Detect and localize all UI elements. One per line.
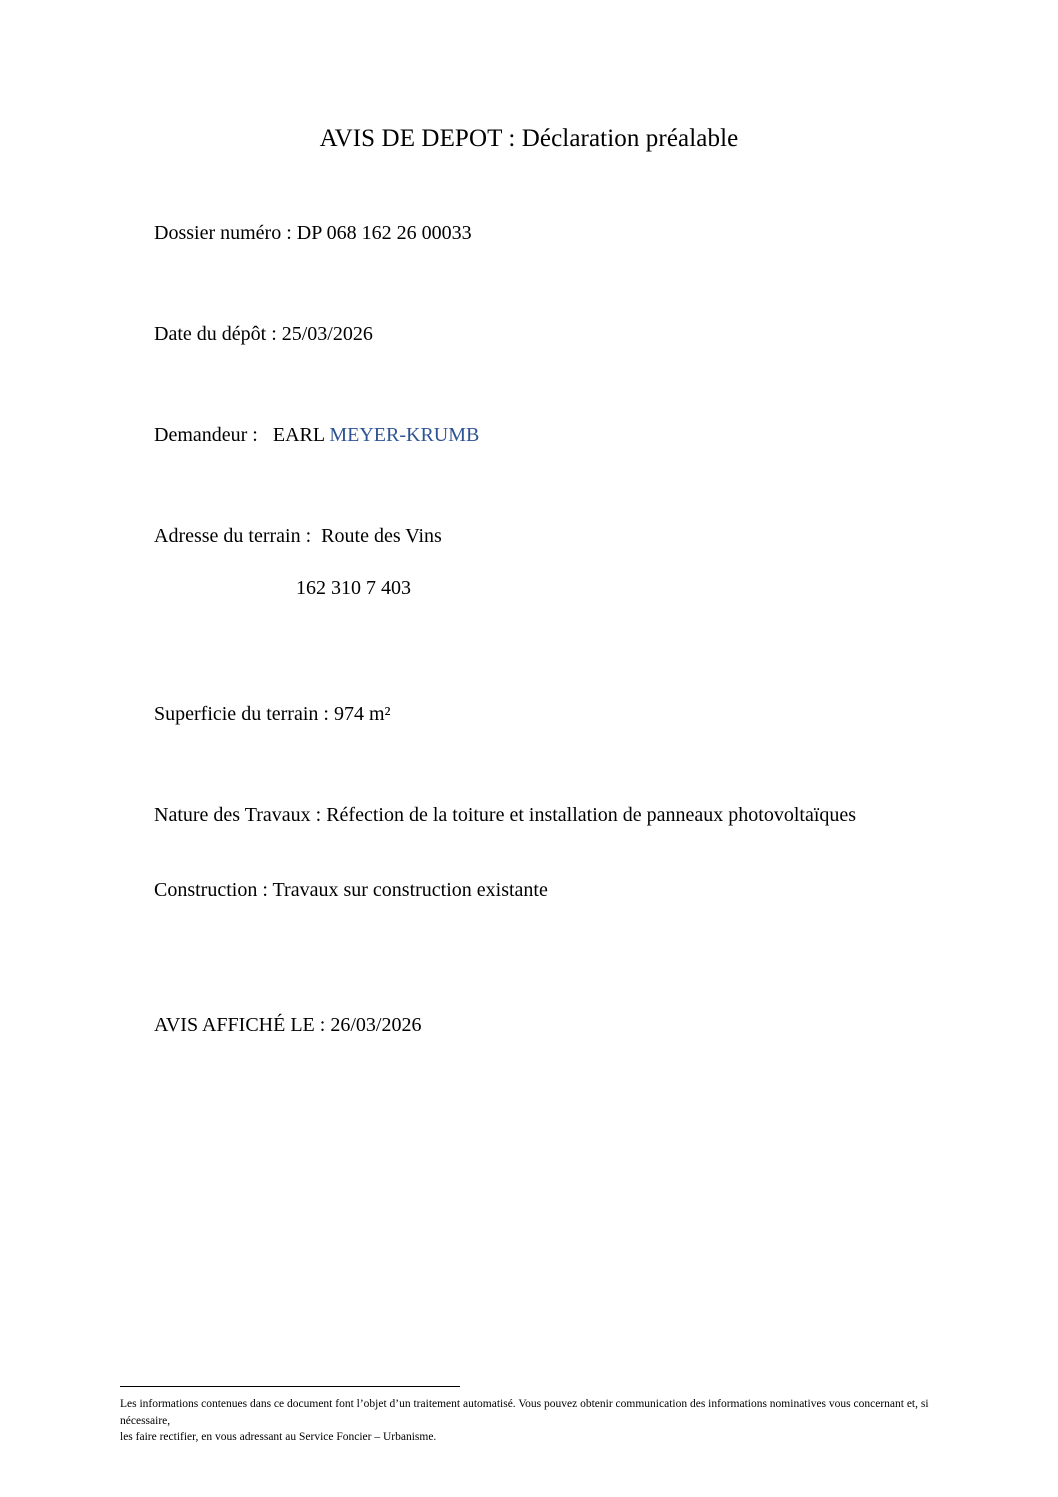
footer bbox=[120, 1386, 940, 1446]
date-depot-value: 25/03/2026 bbox=[281, 323, 373, 345]
footer-divider bbox=[120, 1386, 460, 1387]
construction-value: Travaux sur construction existante bbox=[272, 879, 548, 901]
field-dossier bbox=[124, 196, 944, 271]
adresse-value: Route des Vins bbox=[321, 525, 442, 547]
affichage-label: AVIS AFFICHÉ LE : bbox=[154, 1014, 331, 1036]
footer-line-2: les faire rectifier, en vous adressant au Service Foncier – Urbanisme. bbox=[120, 1431, 437, 1444]
field-adresse-terrain bbox=[124, 499, 944, 651]
dossier-value: DP 068 162 26 00033 bbox=[296, 222, 472, 244]
field-superficie bbox=[124, 677, 944, 752]
page-title: AVIS DE DEPOT : Déclaration préalable bbox=[319, 125, 739, 152]
dossier-label: Dossier numéro : bbox=[154, 222, 297, 244]
superficie-label: Superficie du terrain : bbox=[154, 703, 334, 725]
demandeur-prefix: EARL bbox=[272, 424, 330, 446]
field-nature-travaux bbox=[124, 778, 944, 853]
superficie-value: 974 m² bbox=[333, 703, 391, 725]
demandeur-label: Demandeur : bbox=[154, 424, 273, 446]
adresse-label: Adresse du terrain : bbox=[154, 525, 322, 547]
affichage-value: 26/03/2026 bbox=[330, 1014, 422, 1036]
field-demandeur bbox=[124, 398, 944, 473]
nature-value: Réfection de la toiture et installation de panneaux photovoltaïques bbox=[326, 804, 857, 826]
nature-label: Nature des Travaux : bbox=[154, 804, 327, 826]
construction-label: Construction : bbox=[154, 879, 273, 901]
date-depot-label: Date du dépôt : bbox=[154, 323, 282, 345]
field-avis-affiche bbox=[124, 988, 944, 1063]
field-construction bbox=[124, 853, 944, 928]
footer-line-1: Les informations contenues dans ce document font l’objet d’un traitement automatisé. Vous pouvez obtenir communication des informations nominatives vous concernant et, si nécessaire, bbox=[120, 1398, 929, 1427]
demandeur-name: MEYER-KRUMB bbox=[329, 424, 480, 446]
field-date-depot bbox=[124, 297, 944, 372]
spacer bbox=[124, 954, 944, 988]
document-body bbox=[124, 196, 944, 1089]
adresse-parcelle: 162 310 7 403 bbox=[296, 577, 411, 599]
